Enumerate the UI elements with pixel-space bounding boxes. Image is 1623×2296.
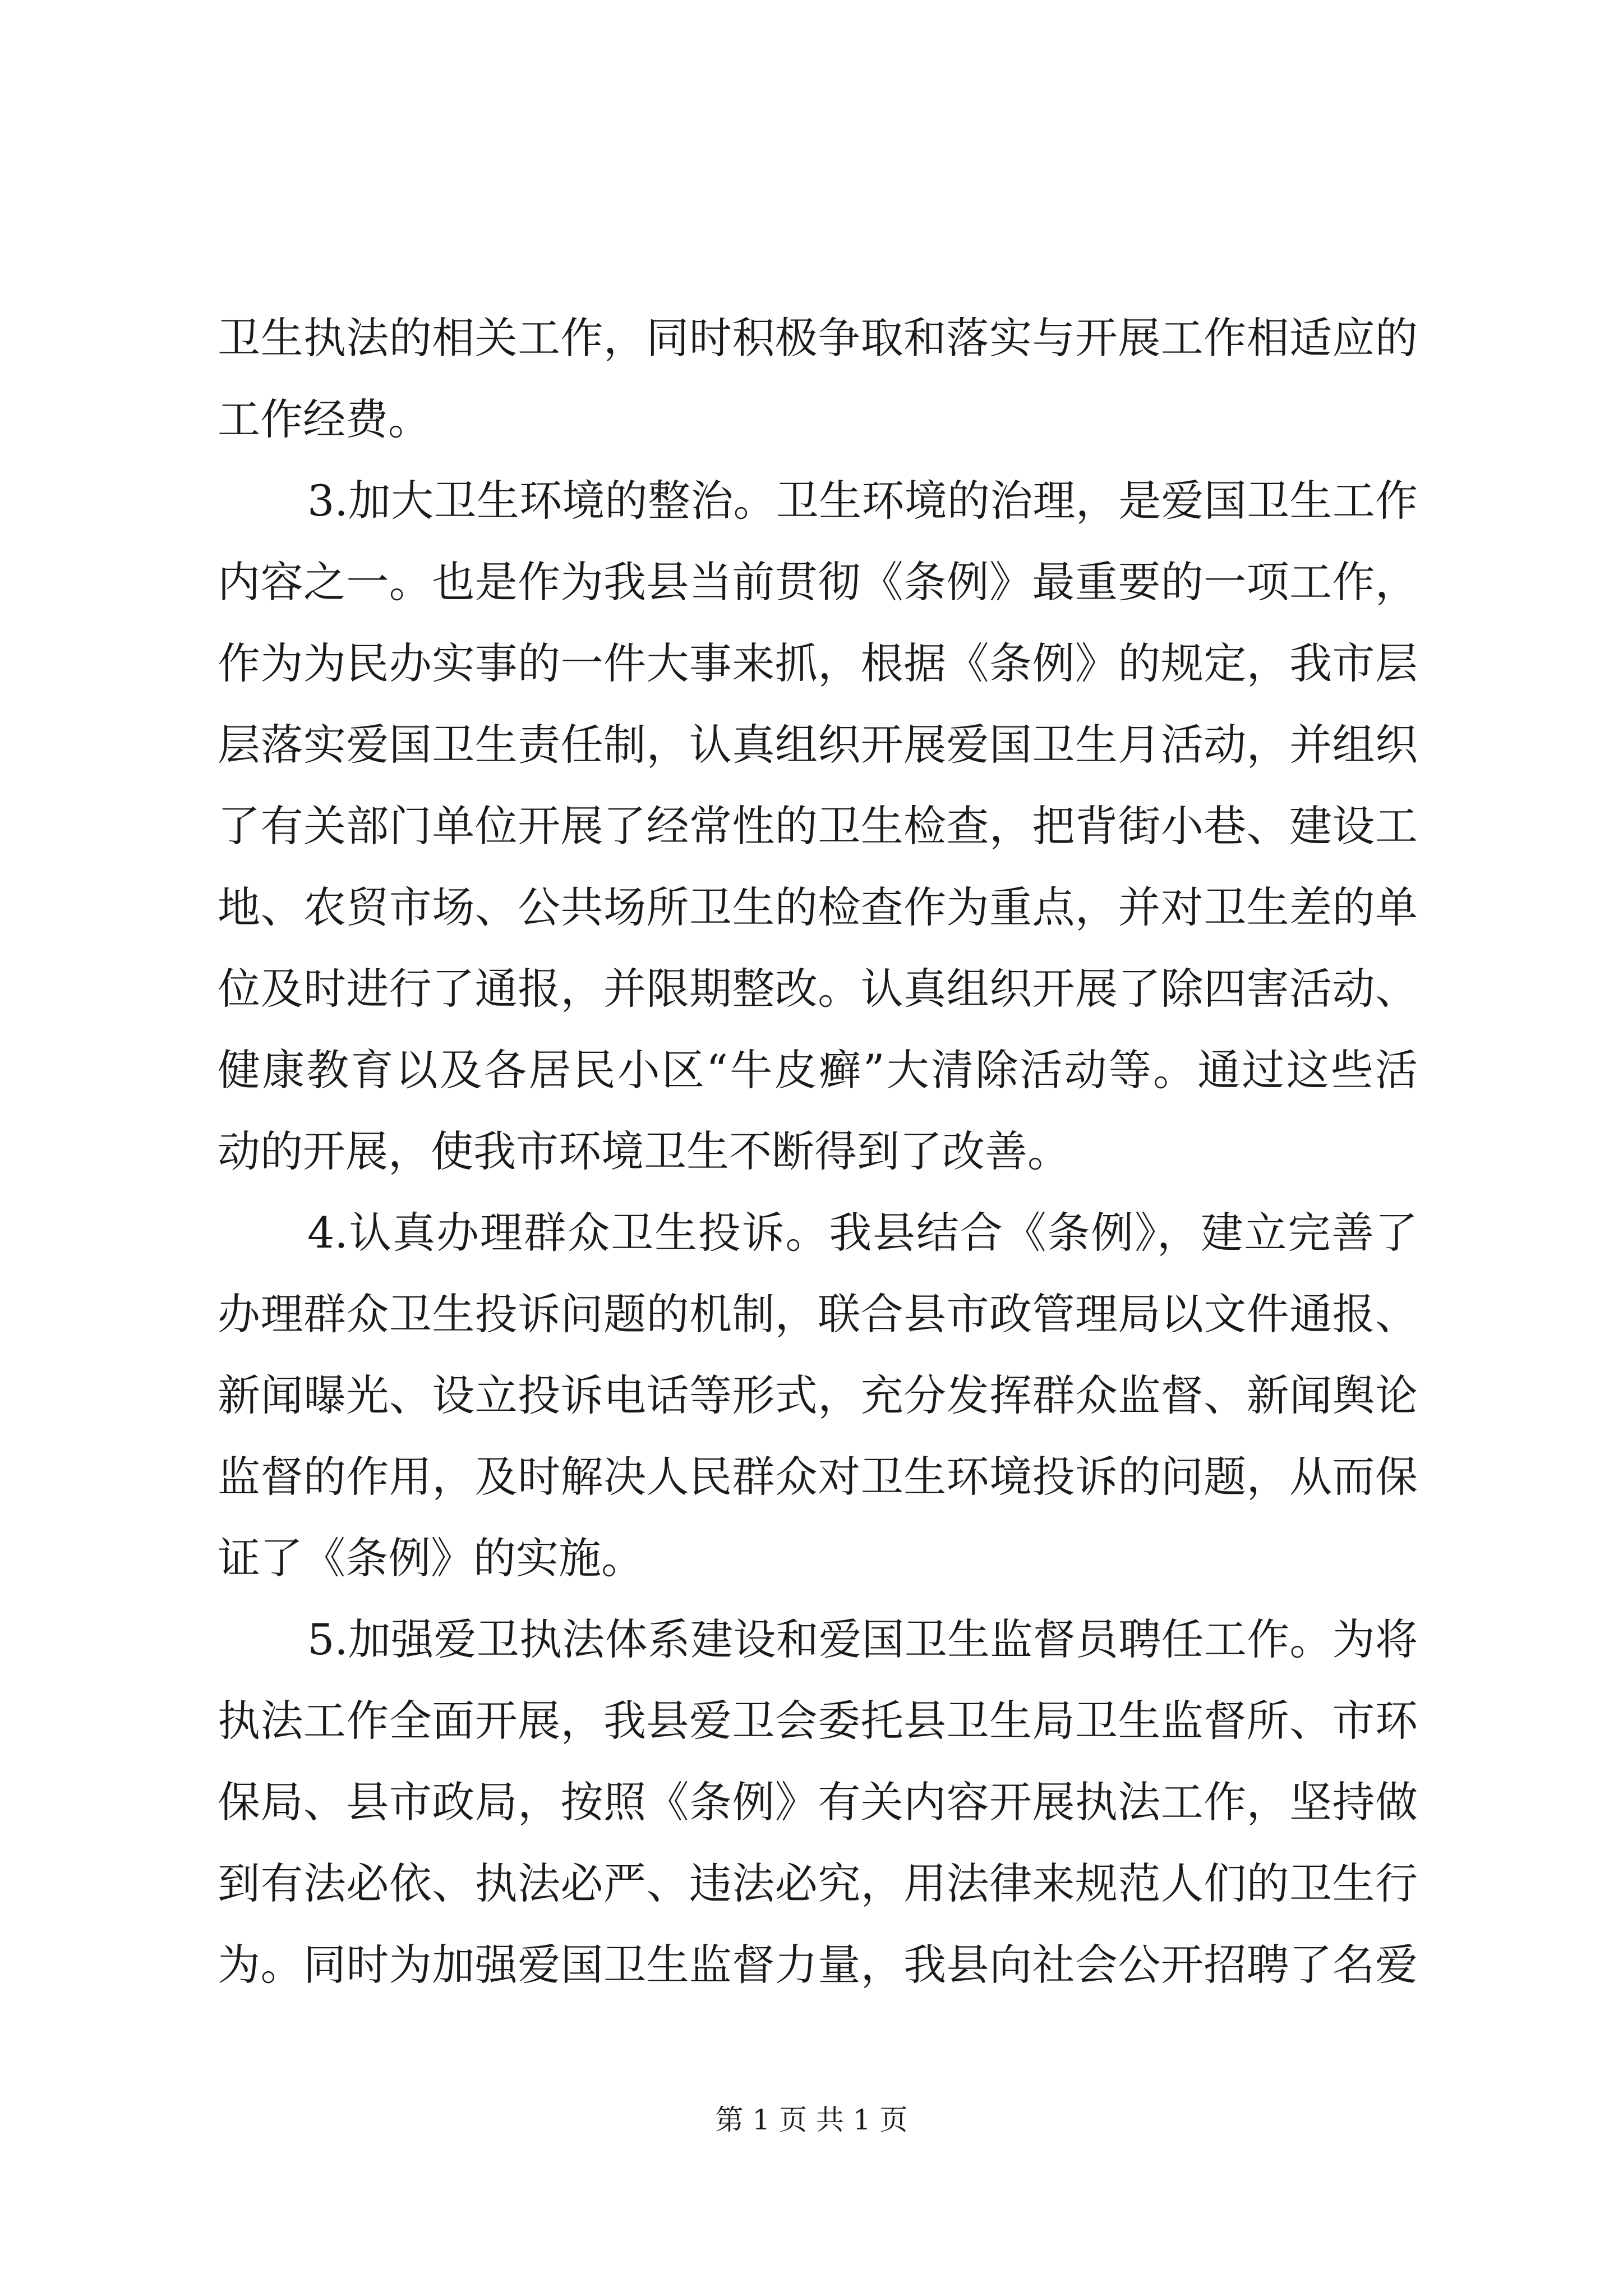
page-number-footer: 第 1 页 共 1 页: [715, 2104, 908, 2136]
text-line: 保局、县市政局，按照《条例》有关内容开展执法工作，坚持做: [218, 1777, 1418, 1827]
text-line: 办理群众卫生投诉问题的机制，联合县市政管理局以文件通报、: [218, 1289, 1418, 1339]
paragraph-start-line: 3.加大卫生环境的整治。卫生环境的治理，是爱国卫生工作: [307, 476, 1418, 526]
paragraph-start-line: 4.认真办理群众卫生投诉。我县结合《条例》，建立完善了: [307, 1208, 1418, 1258]
text-line: 监督的作用，及时解决人民群众对卫生环境投诉的问题，从而保: [218, 1452, 1418, 1502]
text-line: 证了《条例》的实施。: [218, 1533, 644, 1583]
text-line: 工作经费。: [218, 394, 431, 444]
text-line: 地、农贸市场、公共场所卫生的检查作为重点，并对卫生差的单: [218, 882, 1418, 932]
text-line: 动的开展，使我市环境卫生不断得到了改善。: [218, 1126, 1070, 1176]
text-line: 位及时进行了通报，并限期整改。认真组织开展了除四害活动、: [218, 964, 1418, 1014]
text-line: 为。同时为加强爱国卫生监督力量，我县向社会公开招聘了名爱: [218, 1940, 1418, 1990]
text-line: 执法工作全面开展，我县爱卫会委托县卫生局卫生监督所、市环: [218, 1696, 1418, 1746]
text-line: 作为为民办实事的一件大事来抓，根据《条例》的规定，我市层: [218, 638, 1418, 688]
text-line: 到有法必依、执法必严、违法必究，用法律来规范人们的卫生行: [218, 1858, 1418, 1908]
text-line: 健康教育以及各居民小区“牛皮癣”大清除活动等。通过这些活: [218, 1045, 1418, 1095]
text-line: 了有关部门单位开展了经常性的卫生检查，把背街小巷、建设工: [218, 801, 1418, 851]
text-line: 内容之一。也是作为我县当前贯彻《条例》最重要的一项工作，: [218, 557, 1418, 607]
text-line: 新闻曝光、设立投诉电话等形式，充分发挥群众监督、新闻舆论: [218, 1370, 1418, 1420]
text-line: 卫生执法的相关工作，同时积极争取和落实与开展工作相适应的: [218, 313, 1418, 363]
text-line: 层落实爱国卫生责任制，认真组织开展爱国卫生月活动，并组织: [218, 720, 1418, 770]
paragraph-start-line: 5.加强爱卫执法体系建设和爱国卫生监督员聘任工作。为将: [307, 1614, 1418, 1664]
